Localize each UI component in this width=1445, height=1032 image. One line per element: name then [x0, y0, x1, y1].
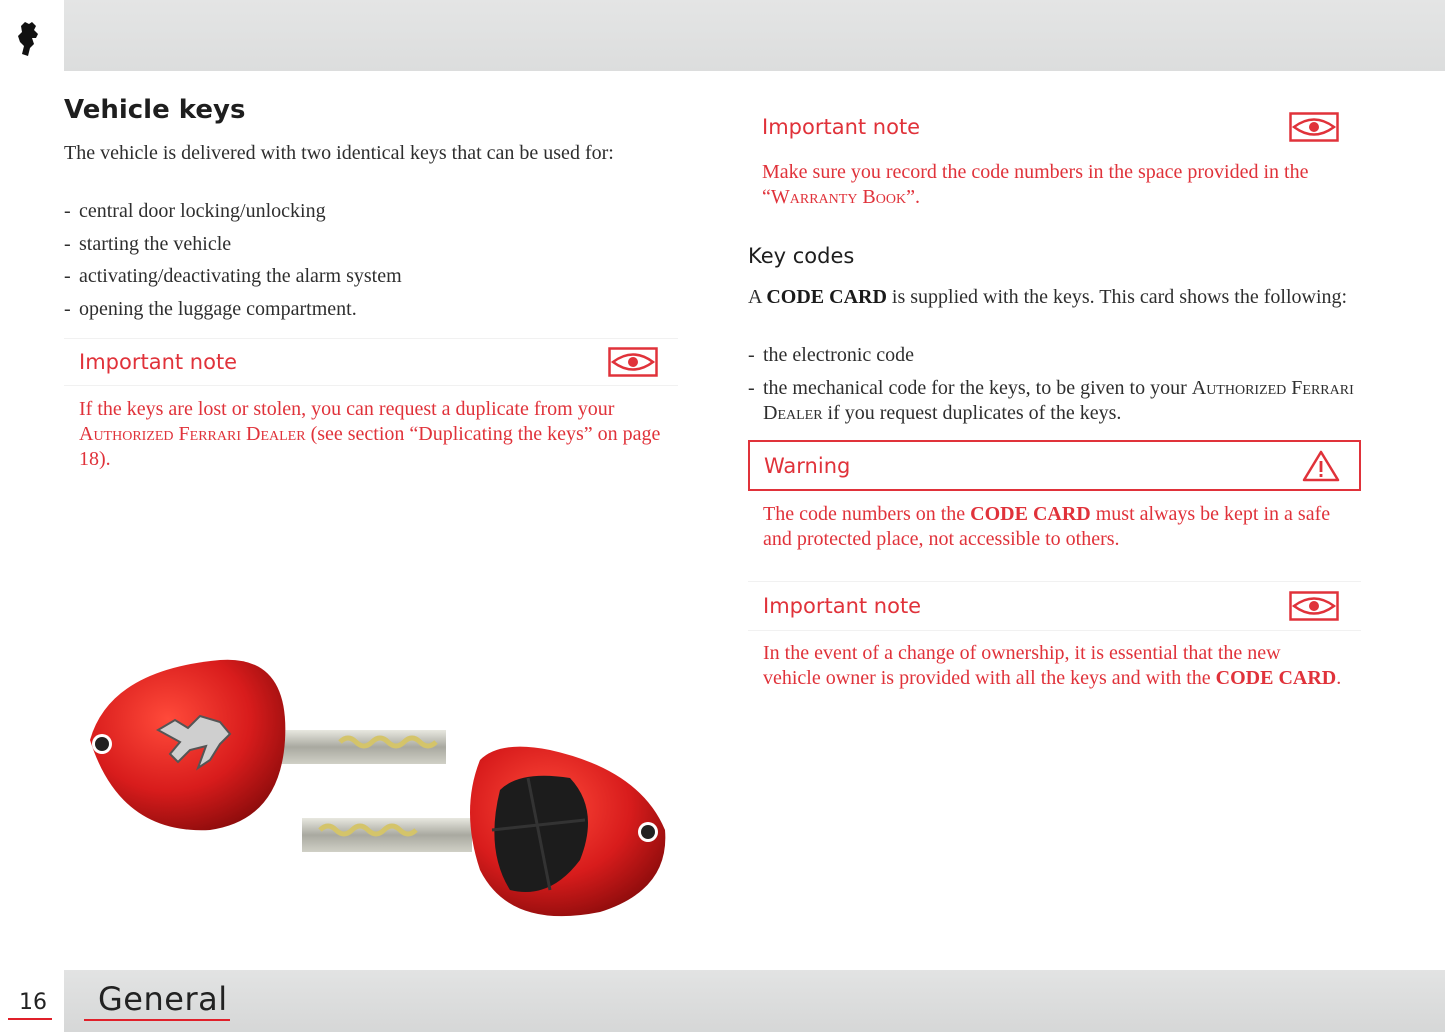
list-item: - activating/deactivating the alarm system [64, 264, 664, 289]
list-item: - the mechanical code for the keys, to be given to your Authorized Ferrari Dealer if you request duplicates of the keys. [748, 376, 1360, 426]
note-text-top: Make sure you record the code numbers in the space provided in the “Warranty Book”. [762, 161, 1309, 208]
note-text: If the keys are lost or stolen, you can request a duplicate from your Authorized Ferrari Dealer (see section “Duplicating the keys” on page 18). [79, 398, 661, 470]
note-title: Important note [762, 115, 921, 139]
key-codes-title: Key codes [748, 244, 855, 268]
key-codes-paragraph: A CODE CARD is supplied with the keys. This card shows the following: [748, 286, 1348, 308]
section-underline [84, 1019, 230, 1021]
note-title: Important note [763, 594, 922, 618]
code-card-label: CODE CARD [1215, 667, 1337, 689]
eye-icon [608, 347, 658, 377]
important-note-header-bottom [748, 581, 1361, 631]
key-codes-list [748, 343, 1360, 433]
page-number-underline [8, 1018, 52, 1020]
intro-paragraph: The vehicle is delivered with two identical keys that can be used for: [64, 142, 614, 164]
prancing-horse-icon [12, 18, 44, 58]
list-item: - starting the vehicle [64, 232, 664, 257]
important-note-header-top [748, 102, 1361, 152]
ferrari-keys-image [80, 650, 680, 930]
warning-title: Warning [764, 453, 851, 478]
eye-icon [1289, 112, 1339, 142]
warranty-book: Warranty Book [770, 186, 907, 208]
section-title: General [98, 980, 228, 1018]
note-text-bottom: In the event of a change of ownership, it is essential that the new vehicle owner is provided with all the keys and with the CODE CARD. [763, 642, 1342, 689]
list-item: - the electronic code [748, 343, 1360, 368]
page-title: Vehicle keys [64, 95, 246, 125]
key-uses-list [64, 199, 664, 329]
code-card-label: CODE CARD [766, 286, 887, 308]
eye-icon [1289, 591, 1339, 621]
code-card-label: CODE CARD [970, 503, 1091, 525]
footer-band [64, 970, 1445, 1032]
warning-text: The code numbers on the CODE CARD must always be kept in a safe and protected place, not accessible to others. [763, 503, 1331, 550]
note-title: Important note [79, 350, 238, 374]
dealer-name: Authorized Ferrari Dealer [763, 376, 1354, 424]
header-band [64, 0, 1445, 71]
warning-triangle-icon [1301, 449, 1341, 483]
dealer-name: Authorized Ferrari Dealer [79, 423, 306, 445]
important-note-header [64, 338, 678, 386]
warning-header [748, 440, 1361, 491]
list-item: - opening the luggage compartment. [64, 297, 664, 322]
page-number: 16 [19, 990, 47, 1015]
list-item: - central door locking/unlocking [64, 199, 664, 224]
